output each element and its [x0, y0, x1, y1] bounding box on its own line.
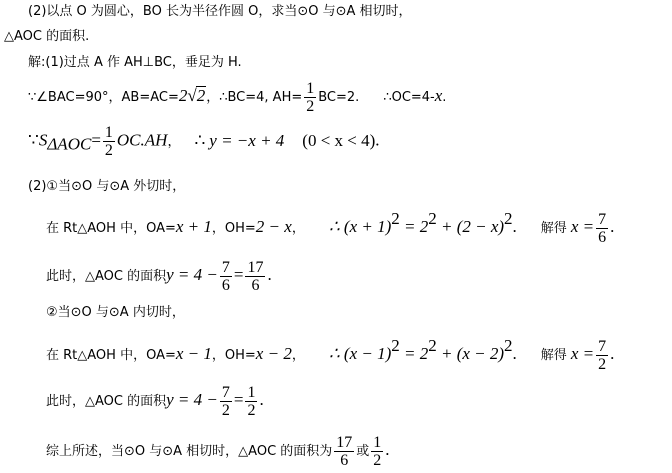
oc-ah-product: OC.AH	[116, 130, 168, 150]
fraction-7-2-b: $\frac{7}{2}$	[221, 384, 230, 419]
solve-label: 解得	[540, 348, 567, 363]
oh-label: ，OH=	[211, 348, 256, 363]
oc-text: ∴OC=4-	[383, 90, 435, 105]
rt-aoh-text: 在 Rt△AOH 中，OA=	[46, 221, 176, 236]
x-equals: x =	[570, 217, 595, 236]
oh-expr: 2 − x	[255, 217, 292, 236]
area-expr-2: y = 4 −	[166, 390, 218, 409]
external-eq-line	[46, 210, 614, 246]
coef-2: 2	[178, 86, 188, 105]
therefore-symbol: ∴	[194, 130, 206, 150]
period: .	[610, 344, 615, 363]
fraction-half-1: $\frac{1}{2}$	[306, 80, 315, 115]
because-symbol: ∵	[28, 130, 39, 150]
conclusion-text: 综上所述，当⊙O 与⊙A 相切时，△AOC 的面积为	[46, 444, 333, 459]
oh-label: ，OH=	[211, 221, 256, 236]
eq-left: ∴ (x + 1)	[328, 217, 392, 236]
fraction-1-2: $\frac{1}{2}$	[247, 384, 256, 419]
bc-equals-text: BC=2.	[318, 90, 360, 105]
fraction-17-6: $\frac{17}{6}$	[247, 259, 264, 294]
exponent: 2	[391, 209, 400, 228]
or-word: 或	[356, 444, 370, 459]
bc-ah-text: ，∴BC=4, AH=	[206, 90, 303, 105]
comma: ，	[291, 348, 305, 363]
problem-line-2	[4, 28, 89, 46]
fraction-17-6-final: $\frac{17}{6}$	[336, 434, 353, 469]
var-x: x	[434, 86, 443, 105]
area-symbol: S	[38, 130, 48, 150]
fraction-7-2: $\frac{7}{2}$	[598, 338, 607, 373]
eq-left-2: ∴ (x − 1)	[328, 344, 392, 363]
given-line: ∵∠BAC=90°，AB=AC=2√2，∴BC=4, AH= $\frac{1}{2}$ BC=2. ∴OC=4-x.	[28, 80, 447, 115]
period: .	[375, 130, 380, 150]
area-label-2: 此时，△AOC 的面积	[46, 394, 167, 409]
area-subscript: ΔAOC	[47, 134, 92, 154]
area-expr: y = 4 −	[166, 265, 218, 284]
period: .	[512, 344, 517, 363]
exponent: 2	[391, 336, 400, 355]
period: .	[267, 265, 272, 284]
fraction-7-6: $\frac{7}{6}$	[598, 211, 607, 246]
comma: ，	[167, 134, 181, 150]
area-label: 此时，△AOC 的面积	[46, 269, 167, 284]
conclusion-line	[46, 434, 390, 469]
equals: =	[233, 265, 244, 284]
period: .	[259, 390, 264, 409]
fraction-7-6-b: $\frac{7}{6}$	[221, 259, 230, 294]
fraction-half-2: $\frac{1}{2}$	[104, 124, 113, 159]
exponent: 2	[504, 336, 513, 355]
solution-label: 解:	[28, 55, 46, 70]
eq-right: + (x − 2)	[436, 344, 505, 363]
function-y: y = −x + 4	[209, 130, 285, 150]
internal-tangent-case: ②当⊙O 与⊙A 内切时，	[46, 305, 185, 320]
eq-mid: = 2	[399, 344, 429, 363]
oa-expr-2: x − 1	[175, 344, 212, 363]
problem-line-1	[28, 3, 412, 21]
comma: ，	[291, 221, 305, 236]
exponent: 2	[504, 209, 513, 228]
sqrt-2: 2	[196, 86, 206, 105]
equals: =	[91, 130, 101, 150]
exponent: 2	[428, 336, 437, 355]
rt-aoh-text-2: 在 Rt△AOH 中，OA=	[46, 348, 176, 363]
exponent: 2	[428, 209, 437, 228]
problem-text-2: △AOC 的面积.	[4, 29, 90, 44]
given-angle-text: ∵∠BAC=90°，AB=AC=	[28, 90, 179, 105]
external-area-line	[46, 259, 272, 294]
internal-eq-line	[46, 337, 614, 373]
period: .	[610, 217, 615, 236]
solution-intro-line	[28, 54, 242, 72]
eq-mid: = 2	[399, 217, 429, 236]
period: .	[442, 90, 447, 105]
solve-label: 解得	[540, 221, 567, 236]
x-equals: x =	[570, 344, 595, 363]
part2-2-line	[46, 304, 185, 322]
fraction-1-2-final: $\frac{1}{2}$	[373, 434, 382, 469]
problem-text-1: (2)以点 O 为圆心，BO 长为半径作圆 O，求当⊙O 与⊙A 相切时，	[28, 4, 412, 19]
oh-expr-2: x − 2	[255, 344, 292, 363]
period: .	[385, 440, 390, 459]
part2-1-line	[28, 178, 185, 196]
period: .	[512, 217, 517, 236]
equals: =	[233, 390, 244, 409]
oa-expr: x + 1	[175, 217, 212, 236]
domain-range: (0 < x < 4)	[302, 130, 376, 150]
external-tangent-case: (2)①当⊙O 与⊙A 外切时，	[28, 179, 186, 194]
part1-intro: (1)过点 A 作 AH⊥BC，垂足为 H.	[45, 55, 242, 70]
area-formula-line	[28, 124, 380, 159]
internal-area-line	[46, 384, 264, 419]
eq-right: + (2 − x)	[436, 217, 505, 236]
